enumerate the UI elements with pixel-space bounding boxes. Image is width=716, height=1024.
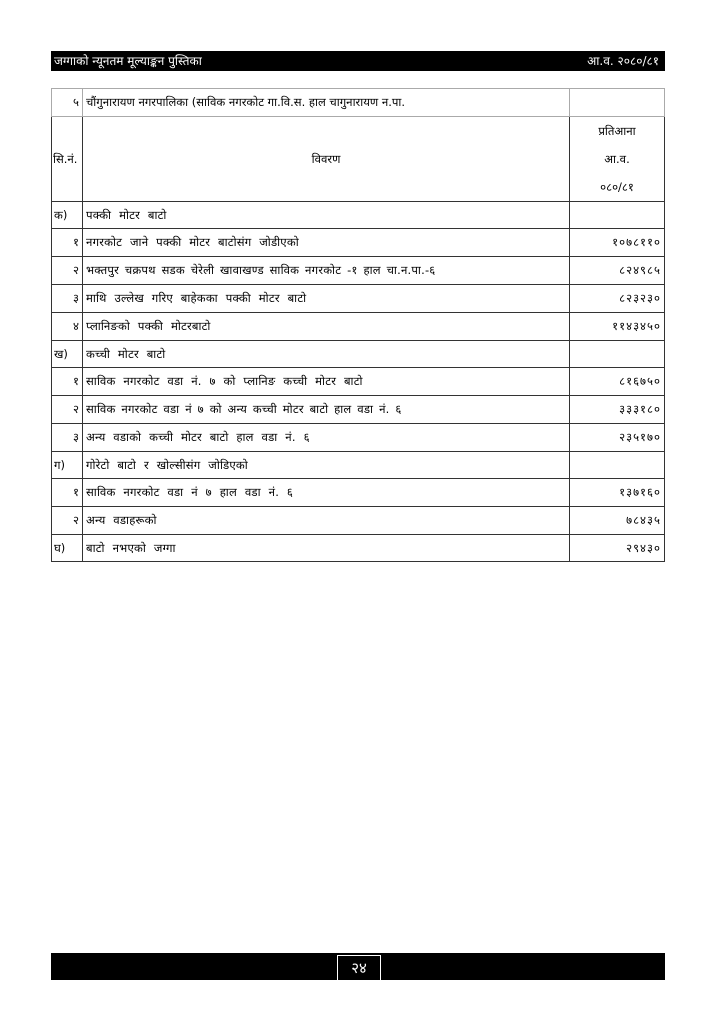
group-title: गोरेटो बाटो र खोल्सीसंग जोडिएको [83,452,570,479]
group-row [52,535,665,562]
section-title: चौंगुनारायण नगरपालिका (साविक नगरकोट गा.वि.स. हाल चागुनारायण न.पा. [83,89,570,117]
row-sn: १ [52,368,83,396]
table-row [52,368,665,396]
column-header-rate [570,117,665,202]
row-rate: ११४३४५० [570,313,665,341]
row-description: साविक नगरकोट वडा नं ७ हाल वडा नं. ६ [83,479,570,507]
row-sn: २ [52,257,83,285]
group-rate-empty [570,202,665,229]
group-row [52,452,665,479]
row-description: अन्य वडाको कच्ची मोटर बाटो हाल वडा नं. ६ [83,424,570,452]
row-rate: ३३३१८० [570,396,665,424]
row-sn: ३ [52,424,83,452]
valuation-table [51,88,665,562]
group-rate-empty [570,341,665,368]
table-row [52,396,665,424]
section-number: ५ [52,89,83,117]
row-rate: १३७१६० [570,479,665,507]
row-description: अन्य वडाहरूको [83,507,570,535]
group-label: क) [52,202,83,229]
row-description: साविक नगरकोट वडा नं. ७ को प्लानिङ कच्ची मोटर बाटो [83,368,570,396]
document-title: जग्गाको न्यूनतम मूल्याङ्कन पुस्तिका [54,54,202,68]
group-title: पक्की मोटर बाटो [83,202,570,229]
document-header [51,51,665,71]
table-header-row [52,117,665,202]
column-header-sn: सि.नं. [52,117,83,202]
table-row [52,507,665,535]
row-description: प्लानिङको पक्की मोटरबाटो [83,313,570,341]
row-rate: १०७८११० [570,229,665,257]
table-row [52,313,665,341]
row-sn: २ [52,396,83,424]
group-title: बाटो नभएको जग्गा [83,535,570,562]
row-description: नगरकोट जाने पक्की मोटर बाटोसंग जोडीएको [83,229,570,257]
group-row [52,341,665,368]
group-label: ग) [52,452,83,479]
row-rate: ८१६७५० [570,368,665,396]
table-row [52,285,665,313]
row-description: माथि उल्लेख गरिए बाहेकका पक्की मोटर बाटो [83,285,570,313]
group-label: ख) [52,341,83,368]
group-rate-empty [570,452,665,479]
row-rate: ८२४९८५ [570,257,665,285]
row-description: भक्तपुर चक्रपथ सडक चेरेली खावाखण्ड साविक नगरकोट -१ हाल चा.न.पा.-६ [83,257,570,285]
row-sn: ३ [52,285,83,313]
group-title: कच्ची मोटर बाटो [83,341,570,368]
row-sn: १ [52,229,83,257]
fiscal-year: आ.व. २०८०/८१ [587,54,659,68]
page-number: २४ [337,955,381,980]
section-title-row [52,89,665,117]
row-rate: ७८४३५ [570,507,665,535]
group-label: घ) [52,535,83,562]
column-header-rate-line1: प्रतिआना [598,124,636,138]
table-row [52,257,665,285]
group-rate: २९४३० [570,535,665,562]
row-sn: १ [52,479,83,507]
column-header-rate-line3: ०८०/८१ [600,180,634,194]
column-header-description: विवरण [83,117,570,202]
row-sn: २ [52,507,83,535]
table-row [52,229,665,257]
table-row [52,479,665,507]
row-sn: ४ [52,313,83,341]
row-description: साविक नगरकोट वडा नं ७ को अन्य कच्ची मोटर बाटो हाल वडा नं. ६ [83,396,570,424]
row-rate: ८२३२३० [570,285,665,313]
row-rate: २३५१७० [570,424,665,452]
section-title-empty-cell [570,89,665,117]
table-row [52,424,665,452]
column-header-rate-line2: आ.व. [604,152,630,166]
group-row [52,202,665,229]
